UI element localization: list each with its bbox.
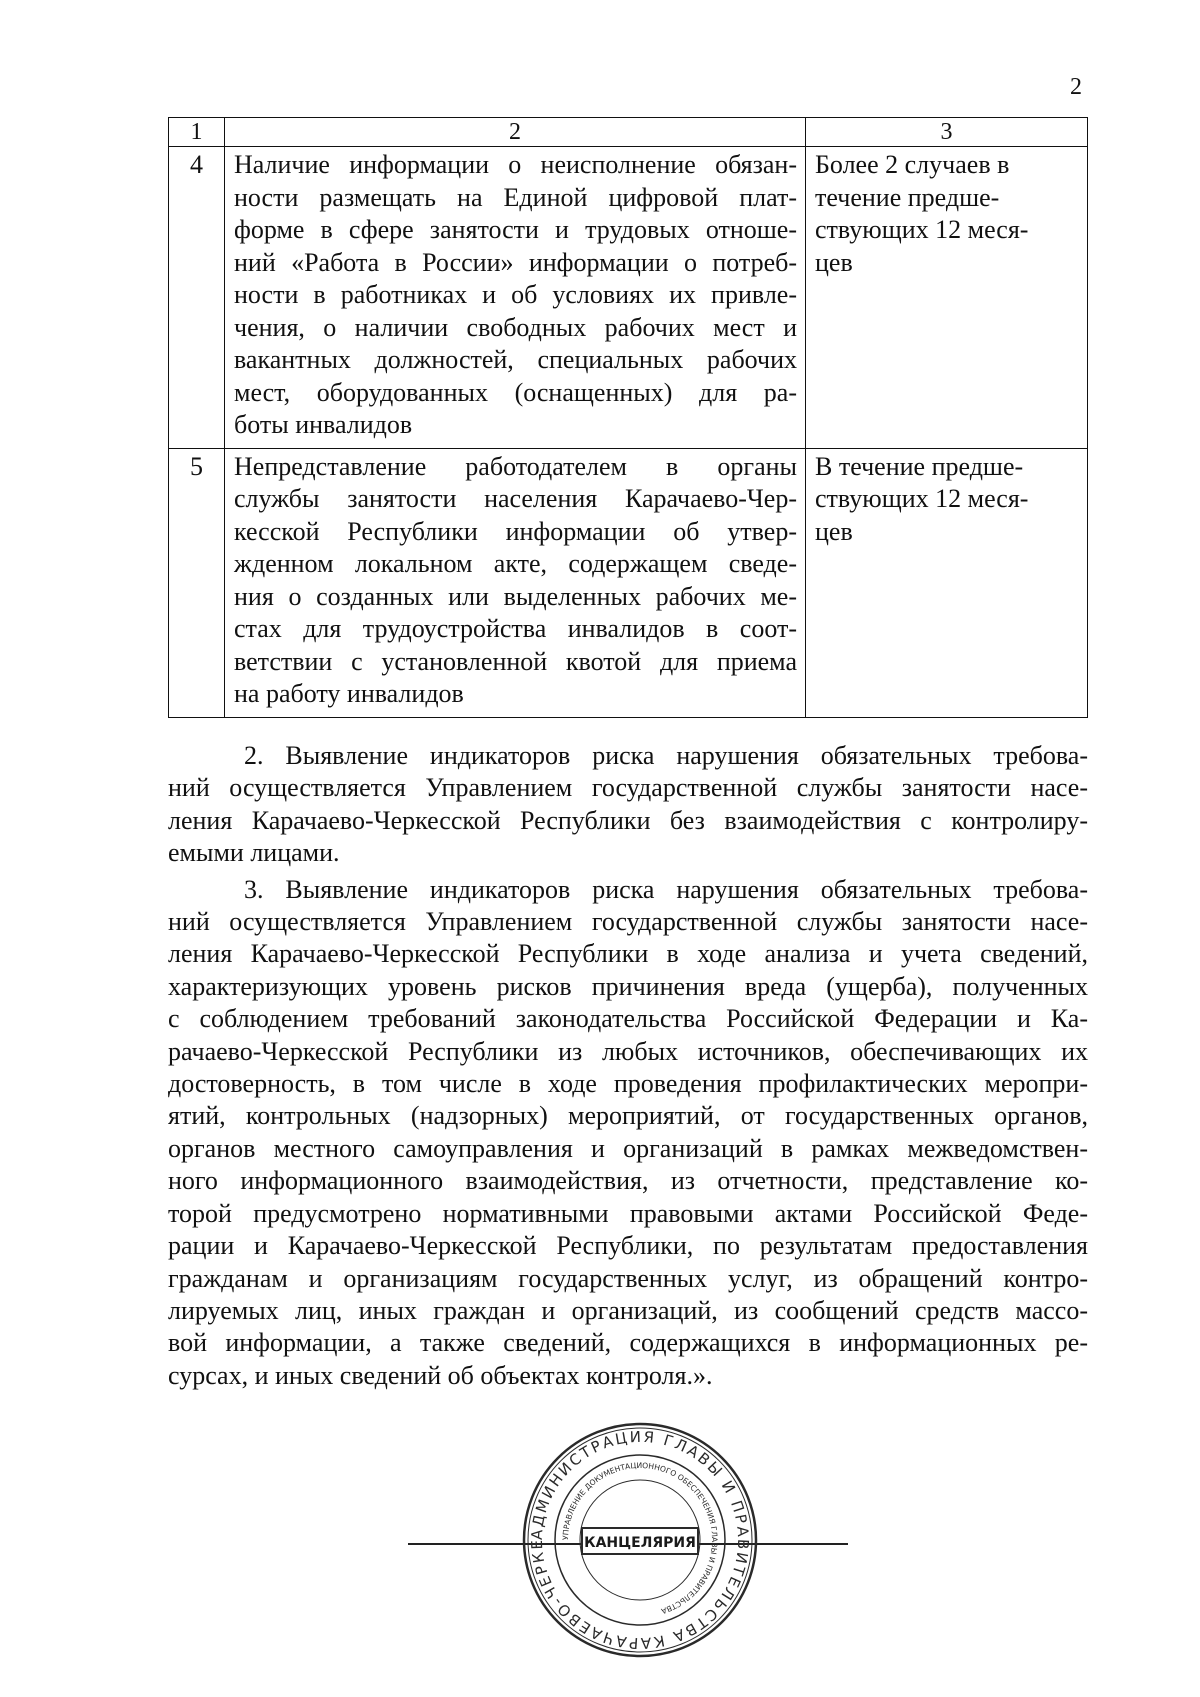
paragraph-line: торой предусмотрено нормативными правовыми актами Российской Феде- [168,1198,1088,1228]
row-description [225,448,806,717]
paragraph-line: гражданам и организациям государственных услуг, из обращений контро- [168,1263,1088,1293]
description-line: службы занятости населения Карачаево-Чер- [234,484,797,513]
paragraph-line: ятий, контрольных (надзорных) мероприятий, от государственных органов, [168,1101,1088,1131]
official-stamp [520,1420,760,1660]
paragraph-line: ления Карачаево-Черкесской Республики без взаимодействия с контролиру- [168,805,1088,835]
description-line: кесской Республики информации об утвер- [234,516,797,546]
paragraph-line: вой информации, а также сведений, содержащихся в информационных ре- [168,1328,1088,1358]
period-line: цев [815,516,853,546]
indicators-table [168,117,1088,718]
description-line: форме в сфере занятости и трудовых отноше- [234,215,797,244]
description-line: жденном локальном акте, содержащем сведе- [234,549,797,578]
period-line: течение предше- [815,182,1000,212]
paragraph-line: рачаево-Черкесской Республики из любых источников, обеспечивающих их [168,1036,1088,1066]
period-line: В течение предше- [815,451,1024,481]
paragraph-line: ний осуществляется Управлением государственной службы занятости насе- [168,907,1088,937]
paragraph-line: ний осуществляется Управлением государственной службы занятости насе- [168,773,1088,803]
paragraph-3 [168,874,1088,1393]
paragraph-2 [168,740,1088,870]
paragraph-line: достоверность, в том числе в ходе проведения профилактических меропри- [168,1069,1088,1099]
header-col-1: 1 [169,118,225,147]
period-line: ствующих 12 меся- [815,215,1029,244]
body-text [168,740,1088,1396]
description-line: Непредставление работодателем в органы [234,451,797,481]
row-number: 4 [169,147,225,449]
period-line: цев [815,247,853,277]
row-period [806,147,1088,449]
description-line: чения, о наличии свободных рабочих мест и [234,312,797,342]
period-line: Более 2 случаев в [815,150,1010,179]
page-number: 2 [1070,74,1082,100]
paragraph-line: ного информационного взаимодействия, из отчетности, представление ко- [168,1166,1088,1196]
period-line: ствующих 12 меся- [815,484,1029,513]
description-line: мест, оборудованных (оснащенных) для ра- [234,377,797,407]
paragraph-line: характеризующих уровень рисков причинения вреда (ущерба), полученных [168,971,1088,1001]
paragraph-line: 2. Выявление индикаторов риска нарушения обязательных требова- [244,741,1088,770]
table-row [169,147,1088,449]
paragraph-line: с соблюдением требований законодательства Российской Федерации и Ка- [168,1004,1088,1034]
row-period [806,448,1088,717]
paragraph-line: рации и Карачаево-Черкесской Республики, по результатам предоставления [168,1231,1088,1261]
description-line: стах для трудоустройства инвалидов в соот- [234,614,797,643]
table-row [169,448,1088,717]
description-line: ветствии с установленной квотой для приема [234,646,797,676]
paragraph-line: емыми лицами. [168,838,340,868]
paragraph-line: органов местного самоуправления и организаций в рамках межведомствен- [168,1133,1088,1163]
header-col-3: 3 [806,118,1088,147]
description-line: Наличие информации о неисполнение обязан- [234,150,797,179]
row-number: 5 [169,448,225,717]
paragraph-line: ления Карачаево-Черкесской Республики в ходе анализа и учета сведений, [168,939,1088,969]
table-header-row [169,118,1088,147]
description-line: ности размещать на Единой цифровой плат- [234,182,797,212]
description-line: ности в работниках и об условиях их привле- [234,280,797,309]
paragraph-line: 3. Выявление индикаторов риска нарушения обязательных требова- [244,874,1088,904]
stamp-inner-text: УПРАВЛЕНИЕ ДОКУМЕНТАЦИОННОГО ОБЕСПЕЧЕНИЯ ГЛАВЫ И ПРАВИТЕЛЬСТВА [560,1460,720,1616]
stamp-center-text: КАНЦЕЛЯРИЯ [584,1535,696,1551]
header-col-2: 2 [225,118,806,147]
description-line: на работу инвалидов [234,679,464,708]
description-line: ния о созданных или выделенных рабочих ме- [234,581,797,611]
row-description [225,147,806,449]
description-line: вакантных должностей, специальных рабочих [234,345,797,374]
description-line: ний «Работа в России» информации о потреб- [234,247,797,277]
description-line: боты инвалидов [234,410,413,439]
paragraph-line: сурсах, и иных сведений об объектах контроля.». [168,1360,713,1390]
paragraph-line: лируемых лиц, иных граждан и организаций, из сообщений средств массо- [168,1295,1088,1325]
stamp-outer-text: АДМИНИСТРАЦИЯ ГЛАВЫ И ПРАВИТЕЛЬСТВА КАРАЧАЕВО-ЧЕРКЕ [527,1427,753,1653]
